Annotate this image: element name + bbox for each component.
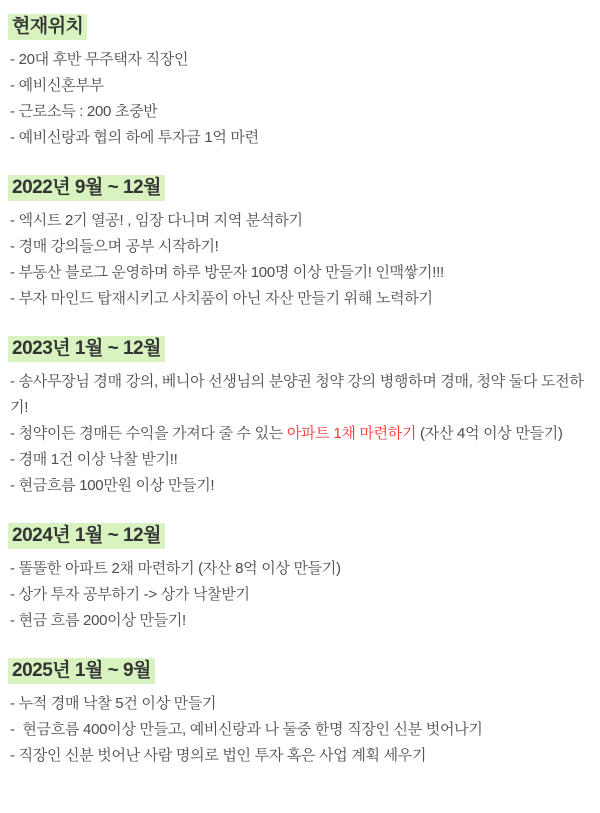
list-item: - 직장인 신분 벗어난 사람 명의로 법인 투자 혹은 사업 계획 세우기 — [10, 747, 427, 764]
list-item: - 예비신랑과 협의 하에 투자금 1억 마련 — [10, 129, 259, 146]
item-text: (자산 4억 이상 만들기) — [416, 425, 563, 442]
list-item: - 누적 경매 낙찰 5건 이상 만들기 — [10, 695, 217, 712]
section-2022-sep-dec — [8, 175, 588, 312]
list-item: - 엑시트 2기 열공! , 임장 다니며 지역 분석하기 — [10, 212, 303, 229]
list-item: - 부동산 블로그 운영하며 하루 방문자 100명 이상 만들기! 인맥쌓기!!! — [10, 264, 444, 281]
list-item: - 예비신혼부부 — [10, 77, 104, 94]
list-item: - 근로소득 : 200 초중반 — [10, 103, 158, 120]
section-2025-jan-sep — [8, 658, 588, 769]
section-heading: 2025년 1월 ~ 9월 — [8, 658, 155, 684]
section-current-status — [8, 14, 588, 151]
list-item: - 경매 강의들으며 공부 시작하기! — [10, 238, 219, 255]
section-heading: 현재위치 — [8, 14, 87, 40]
list-item: - 경매 1건 이상 낙찰 받기!! — [10, 451, 178, 468]
list-item: - 현금흐름 400이상 만들고, 예비신랑과 나 둘중 한명 직장인 신분 벗어나기 — [10, 721, 483, 738]
list-item: - 똘똘한 아파트 2채 마련하기 (자산 8억 이상 만들기) — [10, 560, 341, 577]
section-heading: 2024년 1월 ~ 12월 — [8, 523, 165, 549]
section-heading: 2023년 1월 ~ 12월 — [8, 336, 165, 362]
list-item: - 20대 후반 무주택자 직장인 — [10, 51, 189, 68]
list-item: - 상가 투자 공부하기 -> 상가 낙찰받기 — [10, 586, 250, 603]
section-heading: 2022년 9월 ~ 12월 — [8, 175, 165, 201]
highlighted-goal-text: 아파트 1채 마련하기 — [286, 425, 417, 442]
section-2024-jan-dec — [8, 523, 588, 634]
list-item: - 송사무장님 경매 강의, 베니아 선생님의 분양권 청약 강의 병행하며 경매, 청약 둘다 도전하기! — [10, 373, 584, 416]
section-2023-jan-dec — [8, 336, 588, 499]
item-text: - 청약이든 경매든 수익을 가져다 줄 수 있는 — [10, 425, 287, 442]
list-item — [8, 421, 588, 447]
list-item: - 현금흐름 100만원 이상 만들기! — [10, 477, 215, 494]
list-item: - 부자 마인드 탑재시키고 사치품이 아닌 자산 만들기 위해 노력하기 — [10, 290, 433, 307]
list-item: - 현금 흐름 200이상 만들기! — [10, 612, 186, 629]
